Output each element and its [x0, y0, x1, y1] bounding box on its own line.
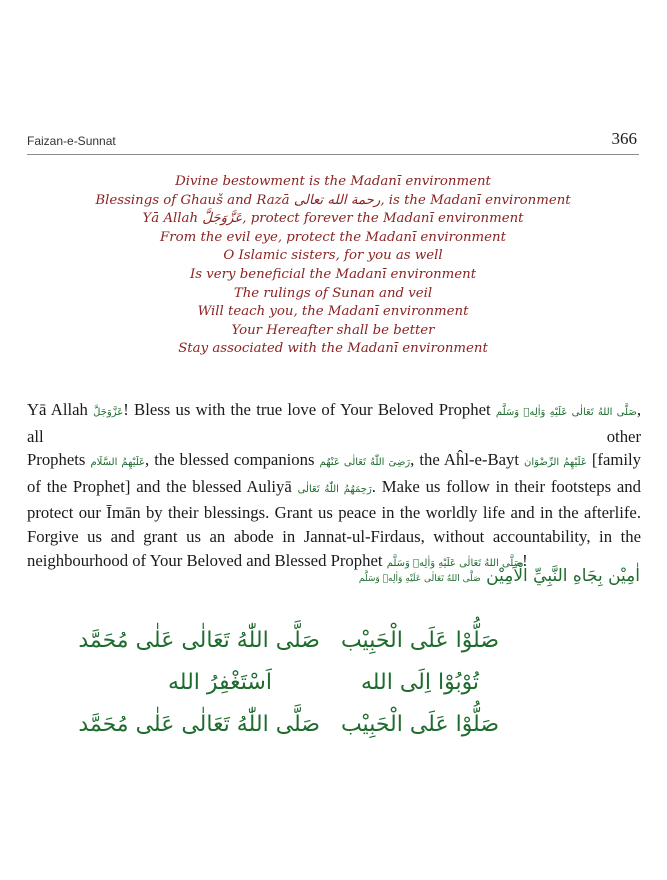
poem-line: Yā Allah عَزَّوَجَلَّ, protect forever the Madanī environment — [142, 211, 524, 227]
prayer-text: Prophets — [27, 450, 91, 470]
ameen-honorific: صَلَّى اللهُ تَعَالٰى عَلَيْهِ وَاٰلِهٖ وَسَلَّم — [358, 574, 481, 584]
prayer-line — [27, 398, 641, 448]
prayer-line — [27, 448, 641, 475]
prayer-text: ! — [522, 550, 528, 570]
salawat-block — [78, 628, 520, 754]
poem — [27, 173, 639, 359]
page-header — [27, 128, 639, 155]
salawat-response: صَلَّى اللّٰهُ تَعَالٰى عَلٰى مُحَمَّد — [78, 628, 320, 653]
honorific-radi-allah: رَضِىَ اللّٰهُ تَعَالٰى عَنْهُم — [319, 457, 411, 469]
honorific-azza-wa-jall: عَزَّوَجَلَّ — [93, 407, 124, 418]
prayer-paragraph — [27, 398, 641, 575]
salawat-call: صَلُّوْا عَلَى الْحَبِيْب — [340, 712, 500, 737]
honorific-salla-allah: صَلَّى اللهُ تَعَالٰى عَلَيْهِ وَاٰلِهٖ وَسَلَّم — [386, 557, 523, 569]
poem-line: From the evil eye, protect the Madanī environment — [160, 229, 506, 245]
prayer-text: of the Prophet] and the blessed Auliyā — [27, 476, 298, 496]
tawbah-response: اَسْتَغْفِرُ الله — [168, 670, 272, 695]
poem-line: Your Hereafter shall be better — [231, 322, 435, 338]
salawat-call: صَلُّوْا عَلَى الْحَبِيْب — [340, 628, 500, 653]
prayer-text: Yā Allah — [27, 400, 94, 419]
prayer-text: [family — [586, 450, 641, 470]
poem-line: Is very beneficial the Madanī environment — [189, 266, 477, 282]
prayer-line: Forgive us and grant us an abode in Jannat-ul-Firdaus, without accountability, in the — [27, 526, 641, 546]
tawbah-call: تُوْبُوْا اِلَى الله — [360, 670, 480, 695]
ameen-text: اٰمِيْن بِجَاهِ النَّبِيِّ الْاَمِيْن — [486, 566, 640, 586]
prayer-line — [27, 475, 641, 502]
poem-line: O Islamic sisters, for you as well — [223, 248, 443, 264]
poem-line: Stay associated with the Madanī environment — [178, 341, 488, 357]
prayer-text: , the blessed companions — [145, 450, 320, 470]
poem-line: Will teach you, the Madanī environment — [197, 304, 469, 320]
honorific-salla-allah: صَلَّى اللهُ تَعَالٰى عَلَيْهِ وَاٰلِهٖ وَسَلَّم — [495, 407, 637, 418]
prayer-text: neighbourhood of Your Beloved and Blessed Prophet — [27, 550, 387, 570]
prayer-text: ! Bless us with the true love of Your Beloved Prophet — [123, 400, 496, 419]
ameen-line — [300, 566, 640, 586]
salawat-row — [120, 670, 520, 712]
book-title: Faizan-e-Sunnat — [27, 134, 116, 148]
honorific-rahima-allah: رَحِمَهُمُ اللّٰهُ تَعَالٰى — [297, 483, 372, 495]
prayer-text: , all other — [27, 400, 641, 446]
poem-line: Blessings of Ghauš and Razā رحمة الله تعالى, is the Madanī environment — [95, 192, 571, 208]
prayer-line: protect our Īmān by their blessings. Grant us peace in the worldly life and in the afterlife. — [27, 503, 641, 523]
salawat-row — [78, 628, 520, 670]
poem-line: Divine bestowment is the Madanī environment — [175, 174, 491, 189]
salawat-response: صَلَّى اللّٰهُ تَعَالٰى عَلٰى مُحَمَّد — [78, 712, 320, 737]
page-number: 366 — [611, 129, 637, 148]
honorific-alayhim-salam: عَلَيْهِمُ السَّلَام — [90, 457, 145, 469]
prayer-text: , the Aĥl-e-Bayt — [410, 450, 525, 470]
prayer-text: . Make us follow in their footsteps and — [371, 476, 641, 496]
honorific-ridwan: عَلَيْهِمُ الرِّضْوَان — [524, 457, 587, 469]
salawat-row — [78, 712, 520, 754]
poem-line: The rulings of Sunan and veil — [233, 285, 433, 301]
